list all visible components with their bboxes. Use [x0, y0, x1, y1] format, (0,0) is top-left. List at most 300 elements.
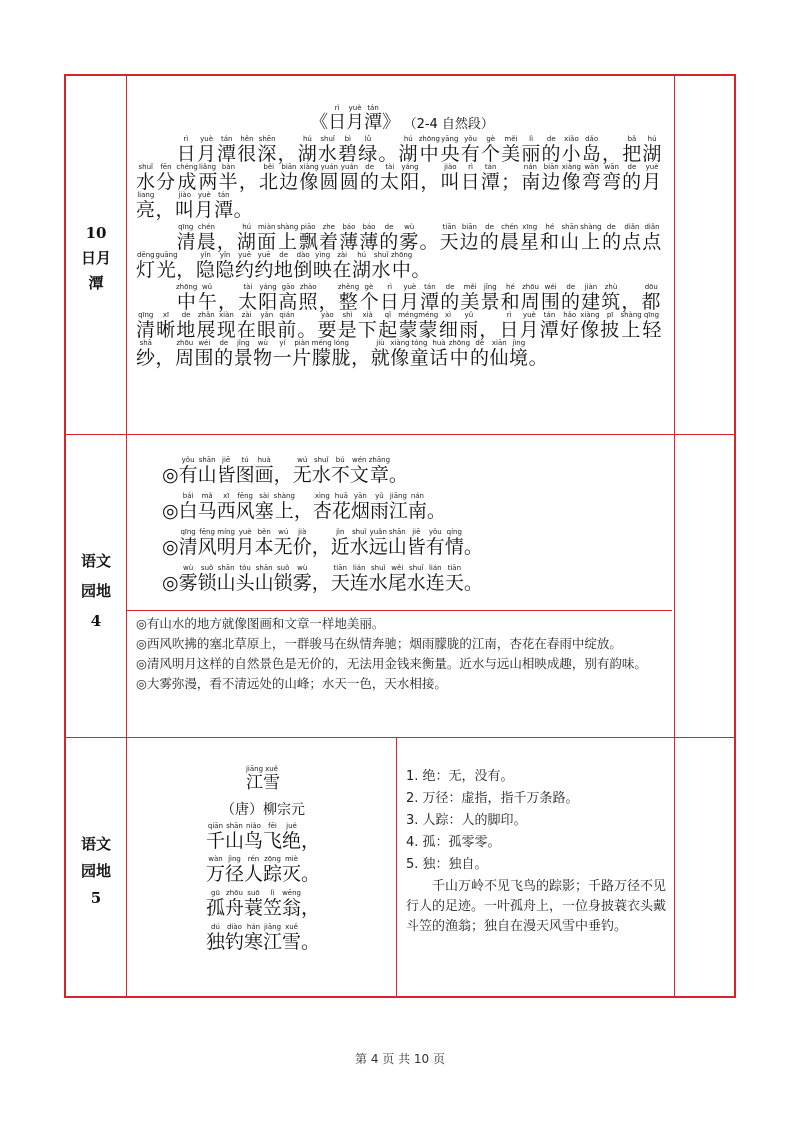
ruby-char: 潭tán: [214, 190, 234, 221]
ruby-char: 踪zōng: [263, 855, 283, 886]
punctuation: 。: [233, 198, 254, 221]
ruby-char: 起qǐ: [378, 310, 399, 341]
ruby-char: 连lián: [425, 563, 445, 594]
ruby-char: 山shān: [387, 527, 407, 558]
punctuation: 。: [463, 571, 483, 594]
saying-line: [162, 528, 676, 558]
ruby-char: 点diǎn: [622, 222, 643, 253]
punctuation: ，: [602, 142, 623, 165]
punctuation: ◎: [162, 535, 179, 558]
passage-paragraph-3: [136, 283, 662, 369]
punctuation: ，: [273, 464, 293, 486]
ruby-char: 像xiàng: [390, 338, 410, 369]
ruby-char: 翁wēng: [282, 889, 302, 920]
ruby-char: 人rén: [243, 855, 263, 886]
saying-line: [162, 456, 676, 486]
ruby-char: 和hé: [500, 282, 521, 313]
ruby-char: 披pī: [600, 310, 621, 341]
ruby-char: 太tài: [238, 282, 259, 313]
poem-line: [128, 855, 398, 885]
ruby-char: 的de: [541, 134, 562, 165]
ruby-char: 的de: [479, 222, 500, 253]
ruby-char: 好hǎo: [559, 310, 581, 341]
ruby-char: 的de: [470, 338, 490, 369]
ruby-char: 文wén: [349, 456, 369, 486]
ruby-char: 山shān: [560, 222, 581, 253]
punctuation: ，: [351, 346, 371, 369]
row-divider: [66, 737, 734, 738]
ruby-char: 物wù: [253, 338, 273, 369]
ruby-char: 中zhōng: [176, 282, 198, 313]
ruby-char: 水shuǐ: [349, 527, 369, 558]
label-line: 语文: [80, 552, 111, 570]
ruby-char: 都dōu: [641, 282, 662, 313]
ruby-char: 片piàn: [292, 338, 312, 369]
explanation-line: ◎大雾弥漫，看不清远处的山峰；水天一色，天水相接。: [136, 676, 447, 691]
punctuation: ◎: [162, 464, 179, 486]
ruby-char: 像xiàng: [561, 162, 582, 193]
ruby-char: 江jiāng: [245, 765, 264, 793]
ruby-char: 现xiàn: [216, 310, 237, 341]
ruby-char: 雾wù: [292, 563, 312, 594]
ruby-char: 江jiāng: [388, 491, 408, 522]
ruby-char: 清qīng: [136, 310, 157, 341]
ruby-char: 薄báo: [359, 222, 380, 253]
ruby-char: 潭tán: [217, 134, 238, 165]
ruby-char: 上shàng: [277, 222, 299, 253]
punctuation: ，: [301, 829, 321, 852]
ruby-char: 北běi: [259, 162, 280, 193]
ruby-char: 的de: [214, 338, 234, 369]
ruby-char: 江jiāng: [263, 923, 283, 954]
ruby-char: 美měi: [501, 134, 522, 165]
sayings-explanation: [128, 610, 676, 698]
ruby-char: 薄báo: [339, 222, 360, 253]
saying-line: [162, 492, 676, 522]
ruby-char: 千qiān: [205, 821, 225, 852]
ruby-char: 本běn: [254, 527, 274, 558]
ruby-char: 映yìng: [312, 250, 333, 281]
ruby-char: 阳yáng: [258, 282, 279, 313]
punctuation: ，: [293, 499, 313, 522]
punctuation: 。: [297, 318, 318, 341]
ruby-char: 展zhǎn: [196, 310, 217, 341]
column-divider: [126, 76, 127, 996]
ruby-char: 在zài: [332, 250, 352, 281]
title-text: [328, 104, 383, 133]
ruby-char: 湖hú: [398, 134, 419, 165]
ruby-char: 月yuè: [194, 190, 215, 221]
page-footer: 第 4 页 共 10 页: [355, 1052, 445, 1066]
ruby-char: 灭miè: [282, 855, 302, 886]
ruby-char: 水shuǐ: [317, 134, 339, 165]
sayings-list: [128, 434, 676, 594]
ruby-char: 绝jué: [282, 821, 302, 852]
ruby-char: 雨yǔ: [369, 491, 389, 522]
ruby-char: 的de: [379, 222, 400, 253]
ruby-char: 纱shā: [136, 338, 156, 369]
ruby-char: 约yuē: [254, 250, 274, 281]
ruby-char: 舟zhōu: [224, 889, 244, 920]
label-line: 日月: [80, 249, 111, 267]
ruby-char: 仙xiān: [489, 338, 510, 369]
passage-paragraph-2: [136, 223, 662, 281]
ruby-char: 无wú: [292, 456, 312, 486]
ruby-char: 山shān: [224, 821, 244, 852]
label-line: 潭: [88, 274, 104, 292]
ruby-char: 飞fēi: [263, 821, 283, 852]
ruby-char: 潭tán: [420, 282, 441, 313]
ruby-char: 午wǔ: [197, 282, 218, 313]
ruby-char: 情qíng: [444, 527, 464, 558]
ruby-char: 的de: [561, 282, 582, 313]
ruby-char: 像xiàng: [580, 310, 601, 341]
ruby-char: 水shuǐ: [311, 456, 331, 486]
paragraph-text: [136, 282, 662, 369]
ruby-char: 湖hú: [236, 222, 257, 253]
ruby-char: 叫jiào: [440, 162, 461, 193]
ruby-char: 就jiù: [370, 338, 391, 369]
ruby-char: 中zhōng: [418, 134, 440, 165]
ruby-char: 绿lǜ: [358, 134, 379, 165]
ruby-char: 像xiàng: [299, 162, 320, 193]
ruby-char: 阳yáng: [400, 162, 421, 193]
ruby-char: 月yuè: [346, 104, 365, 133]
ruby-char: 地de: [176, 310, 197, 341]
ruby-char: 水shuǐ: [406, 563, 426, 594]
ruby-char: 中zhōng: [448, 338, 471, 369]
ruby-char: 境jìng: [509, 338, 529, 369]
label-line: 园地: [80, 862, 111, 880]
note-item: 4. 孤：孤零零。: [406, 835, 501, 850]
ruby-char: 日rì: [499, 310, 520, 341]
ruby-char: 隐yǐn: [195, 250, 216, 281]
ruby-char: 风fēng: [197, 527, 217, 558]
title-subtitle: （2-4 自然段）: [410, 117, 494, 132]
ruby-char: 不bú: [330, 456, 350, 486]
ruby-char: 锁suǒ: [273, 563, 293, 594]
ruby-char: 弯wān: [581, 162, 602, 193]
ruby-char: 叫jiào: [175, 190, 195, 221]
ruby-char: 雾wù: [399, 222, 420, 253]
lesson-table: [64, 74, 736, 998]
ruby-char: 雪xuě: [282, 923, 302, 954]
ruby-char: 话huà: [429, 338, 449, 369]
ruby-char: 蒙méng: [398, 310, 419, 341]
ruby-char: 围wéi: [194, 338, 215, 369]
ruby-char: 约yuē: [234, 250, 255, 281]
ruby-char: 钓diào: [224, 923, 244, 954]
punctuation: ，: [311, 535, 331, 558]
ruby-char: 天tiān: [444, 563, 464, 594]
poem-notes: [398, 739, 676, 939]
ruby-char: 清qīng: [178, 527, 198, 558]
label-line: 语文: [80, 835, 111, 853]
ruby-char: 个gè: [480, 134, 502, 165]
ruby-char: 朦méng: [311, 338, 332, 369]
punctuation: ，: [311, 571, 331, 594]
ruby-char: 眼yǎn: [257, 310, 278, 341]
ruby-char: 边biān: [541, 162, 562, 193]
poem-title: [128, 765, 398, 793]
ruby-char: 独dú: [205, 923, 225, 954]
ruby-char: 蓑suō: [243, 889, 263, 920]
ruby-char: 深shēn: [257, 134, 278, 165]
ruby-char: 周zhōu: [175, 338, 195, 369]
saying-line: [162, 564, 676, 594]
ruby-char: 圆yuán: [319, 162, 340, 193]
ruby-char: 潭tán: [364, 104, 383, 133]
punctuation: ，: [277, 142, 298, 165]
punctuation: 。: [528, 346, 549, 369]
ruby-char: 万wàn: [205, 855, 225, 886]
ruby-char: 马mǎ: [197, 491, 217, 522]
punctuation: 。: [378, 142, 399, 165]
ruby-char: 晨chén: [196, 222, 217, 253]
note-item: 3. 人踪：人的脚印。: [406, 813, 527, 828]
ruby-char: 蒙méng: [418, 310, 439, 341]
ruby-char: 和hé: [540, 222, 561, 253]
ruby-char: 把bǎ: [622, 134, 643, 165]
ruby-char: 有yǒu: [425, 527, 445, 558]
punctuation: ，: [479, 318, 500, 341]
ruby-char: 日rì: [460, 162, 481, 193]
punctuation: ，: [301, 897, 321, 920]
passage-title: [128, 104, 676, 133]
ruby-char: 山shān: [197, 456, 217, 486]
ruby-char: 湖hú: [642, 134, 662, 165]
ruby-char: 山shān: [254, 563, 274, 594]
ruby-char: 景jǐng: [233, 338, 254, 369]
ruby-char: 晰xī: [156, 310, 177, 341]
ruby-char: 明míng: [216, 527, 236, 558]
punctuation: 。: [301, 931, 321, 954]
ruby-char: 上shàng: [273, 491, 295, 522]
poem-author: （唐）柳宗元: [221, 801, 305, 818]
punctuation: ，: [155, 346, 176, 369]
title-bracket-close: 》: [382, 112, 401, 133]
ruby-char: 近jìn: [330, 527, 350, 558]
ruby-char: 鸟niǎo: [243, 821, 263, 852]
ruby-char: 两liǎng: [197, 162, 219, 193]
label-line: 4: [90, 612, 102, 630]
ruby-char: 月yuè: [235, 527, 255, 558]
ruby-char: 径jìng: [224, 855, 244, 886]
ruby-char: 日rì: [379, 282, 401, 313]
ruby-char: 湖hú: [351, 250, 372, 281]
ruby-char: 边biān: [459, 222, 480, 253]
punctuation: 。: [411, 258, 431, 281]
ruby-char: 倒dào: [293, 250, 313, 281]
ruby-char: 的de: [601, 222, 623, 253]
ruby-char: 个gè: [359, 282, 380, 313]
punctuation: 。: [426, 499, 446, 522]
ruby-char: 月yuè: [519, 310, 540, 341]
ruby-char: 日rì: [176, 134, 197, 165]
ruby-char: 远yuǎn: [368, 527, 388, 558]
punctuation: 。: [301, 863, 321, 886]
ruby-char: 连lián: [349, 563, 369, 594]
ruby-char: 晨chén: [499, 222, 520, 253]
title-bracket-open: 《: [310, 112, 329, 133]
ruby-char: 的de: [622, 162, 643, 193]
ruby-char: 水shuǐ: [136, 162, 157, 193]
ruby-char: 太tài: [380, 162, 401, 193]
ruby-char: 有yǒu: [178, 456, 198, 486]
passage-paragraph-1: [136, 135, 662, 221]
ruby-char: 笠lì: [263, 889, 283, 920]
ruby-char: 点diǎn: [642, 222, 662, 253]
ruby-char: 地de: [273, 250, 294, 281]
punctuation: ，: [216, 230, 237, 253]
ruby-char: 中zhōng: [390, 250, 413, 281]
ruby-char: 锁suǒ: [197, 563, 217, 594]
ruby-char: 的de: [359, 162, 381, 193]
ruby-char: 高gāo: [278, 282, 299, 313]
ruby-char: 山shān: [216, 563, 236, 594]
ruby-char: 很hěn: [237, 134, 258, 165]
ruby-char: 皆jiē: [216, 456, 236, 486]
paragraph-text: [136, 222, 662, 281]
ruby-char: 潭tán: [480, 162, 502, 193]
ruby-char: 胧lóng: [331, 338, 352, 369]
ruby-char: 水shuǐ: [368, 563, 388, 594]
ruby-char: 丽lì: [521, 134, 542, 165]
punctuation: ◎: [162, 499, 179, 522]
ruby-char: 前qián: [277, 310, 298, 341]
poem-line: [128, 889, 398, 919]
ruby-char: 碧bì: [338, 134, 359, 165]
punctuation: ◎: [162, 571, 179, 594]
note-item: 2. 万径：虚指，指千万条路。: [406, 791, 579, 806]
punctuation: ，: [420, 170, 441, 193]
ruby-char: 烟yān: [350, 491, 370, 522]
ruby-char: 分fēn: [156, 162, 177, 193]
ruby-char: 要yào: [317, 310, 338, 341]
ruby-char: 孤gū: [205, 889, 225, 920]
ruby-char: 央yāng: [439, 134, 461, 165]
explanation-line: ◎西风吹拂的塞北草原上，一群骏马在纵情奔驰；烟雨朦胧的江南，杏花在春雨中绽放。: [136, 636, 622, 651]
ruby-char: 南nán: [407, 491, 427, 522]
ruby-char: 在zài: [236, 310, 258, 341]
ruby-char: 小xiǎo: [561, 134, 582, 165]
explanation-line: ◎清风明月这样的自然景色是无价的，无法用金钱来衡量。近水与远山相映成趣，别有韵味。: [136, 656, 647, 671]
note-item: 1. 绝：无，没有。: [406, 769, 514, 784]
punctuation: ，: [155, 198, 176, 221]
row-label-lesson-10: [66, 221, 126, 296]
ruby-char: 图tú: [235, 456, 255, 486]
ruby-char: 周zhōu: [520, 282, 541, 313]
ruby-char: 雨yǔ: [459, 310, 480, 341]
punctuation: ，: [318, 290, 339, 313]
ruby-char: 亮liang: [136, 190, 156, 221]
lesson-passage: [128, 76, 676, 434]
ruby-char: 皆jiē: [406, 527, 426, 558]
row-label-garden-4: [66, 546, 126, 636]
ruby-char: 湖hú: [297, 134, 318, 165]
ruby-char: 半bàn: [218, 162, 239, 193]
ruby-char: 是shì: [337, 310, 358, 341]
punctuation: ，: [238, 170, 260, 193]
ruby-char: 无wú: [273, 527, 293, 558]
ruby-char: 美měi: [460, 282, 481, 313]
ruby-char: 光guāng: [155, 250, 178, 281]
punctuation: ，: [218, 290, 239, 313]
ruby-char: 边biān: [279, 162, 300, 193]
ruby-char: 杏xìng: [312, 491, 332, 522]
ruby-char: 雾wù: [178, 563, 198, 594]
ruby-char: 月yuè: [196, 134, 217, 165]
row-label-garden-5: [66, 831, 126, 912]
punctuation: 。: [419, 230, 440, 253]
punctuation: ，: [176, 258, 196, 281]
ruby-char: 寒hán: [243, 923, 263, 954]
ruby-char: 一yí: [272, 338, 293, 369]
ruby-char: 灯dēng: [136, 250, 156, 281]
note-item: 5. 独：独自。: [406, 857, 488, 872]
ruby-char: 景jǐng: [480, 282, 501, 313]
ruby-char: 清qīng: [176, 222, 197, 253]
ruby-char: 照zhào: [298, 282, 319, 313]
ruby-char: 风fēng: [235, 491, 255, 522]
ruby-char: 天tiān: [330, 563, 350, 594]
poem-block: [128, 739, 398, 953]
ruby-char: 飘piāo: [298, 222, 320, 253]
ruby-char: 建jiàn: [581, 282, 602, 313]
punctuation: ；: [501, 170, 521, 193]
ruby-char: 日rì: [328, 104, 347, 133]
ruby-char: 月yuè: [400, 282, 421, 313]
poem-line: [128, 822, 398, 852]
ruby-char: 花huā: [331, 491, 351, 522]
ruby-char: 南nán: [520, 162, 542, 193]
label-line: 5: [90, 889, 102, 907]
ruby-char: 尾wěi: [387, 563, 407, 594]
ruby-char: 画huà: [254, 456, 274, 486]
ruby-char: 童tóng: [409, 338, 430, 369]
label-line: 10: [85, 224, 107, 242]
ruby-char: 西xī: [216, 491, 236, 522]
ruby-char: 白bái: [178, 491, 198, 522]
ruby-char: 着zhe: [319, 222, 340, 253]
ruby-char: 上shàng: [620, 310, 642, 341]
ruby-char: 塞sài: [254, 491, 274, 522]
ruby-char: 下xià: [357, 310, 379, 341]
ruby-char: 筑zhù: [601, 282, 622, 313]
ruby-char: 潭tán: [539, 310, 560, 341]
ruby-char: 水shuǐ: [371, 250, 391, 281]
ruby-char: 的de: [440, 282, 461, 313]
paragraph-text: [136, 134, 662, 221]
ruby-char: 上shàng: [580, 222, 602, 253]
ruby-char: 天tiān: [439, 222, 460, 253]
punctuation: 。: [388, 464, 408, 486]
poem-line: [128, 923, 398, 953]
ruby-char: 星xīng: [519, 222, 541, 253]
punctuation: ，: [621, 290, 642, 313]
ruby-char: 弯wān: [601, 162, 623, 193]
ruby-char: 有yǒu: [460, 134, 481, 165]
ruby-char: 围wéi: [540, 282, 562, 313]
ruby-char: 隐yǐn: [215, 250, 235, 281]
punctuation: 。: [463, 535, 483, 558]
ruby-char: 轻qīng: [641, 310, 662, 341]
ruby-char: 细xì: [438, 310, 460, 341]
ruby-char: 月yuè: [642, 162, 662, 193]
label-line: 园地: [80, 582, 111, 600]
ruby-char: 头tóu: [235, 563, 255, 594]
garden-4: [128, 434, 676, 691]
